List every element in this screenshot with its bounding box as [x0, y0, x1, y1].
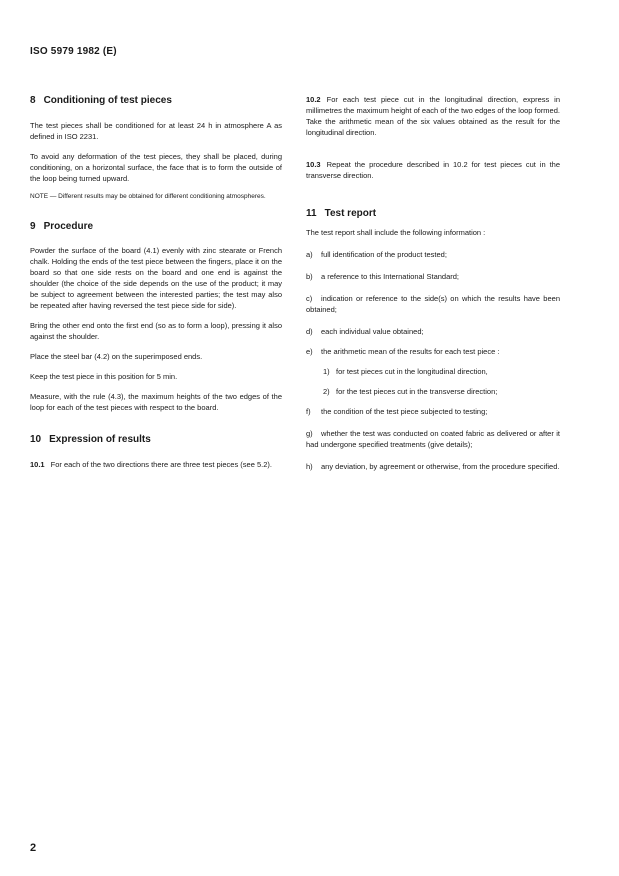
list-item-text: each individual value obtained;: [321, 327, 424, 336]
section-8-paragraph-1: The test pieces shall be conditioned for at least 24 h in atmosphere A as defined in ISO 2231.: [30, 121, 282, 141]
section-9-paragraph-4: Keep the test piece in this position for 5 min.: [30, 372, 178, 381]
sub-list-item-text: for the test pieces cut in the transverse direction;: [336, 387, 498, 396]
list-item: [306, 326, 560, 337]
section-8-paragraph-2: To avoid any deformation of the test pieces, they shall be placed, during conditioning, on a horizontal surface, the face that is to form the outside of the loop being turned upward.: [30, 152, 282, 183]
document-id: ISO 5979 1982 (E): [30, 46, 117, 57]
list-item: [306, 271, 560, 282]
clause-10-2: [306, 94, 560, 138]
list-item-text: any deviation, by agreement or otherwise, from the procedure specified.: [321, 462, 560, 471]
list-item: [306, 461, 560, 472]
right-column: [306, 94, 560, 472]
list-item-text: indication or reference to the side(s) on which the results have been obtained;: [306, 294, 560, 314]
section-10-heading: [30, 433, 282, 446]
list-item-text: full identification of the product tested;: [321, 250, 447, 259]
section-9-paragraph-1: Powder the surface of the board (4.1) evenly with zinc stearate or French chalk. Holding the ends of the test piece between the fingers, place it on the board so that one side rests on the board and one end is against the shoulder (the choice of the side depends on the use of the product; it may be subject to agreement between the interested parties; the test may also be repeated after having reversed the test piece side for side).: [30, 246, 282, 310]
section-9-title: Procedure: [43, 221, 94, 232]
sub-list-marker: 1): [323, 367, 330, 376]
sub-list-item-text: for test pieces cut in the longitudinal direction,: [336, 367, 488, 376]
list-item-text: the arithmetic mean of the results for each test piece :: [321, 347, 500, 356]
clause-10-2-number: 10.2: [306, 95, 321, 104]
list-item-text: a reference to this International Standard;: [321, 272, 460, 281]
clause-10-3-number: 10.3: [306, 160, 321, 169]
section-9-heading: [30, 220, 282, 233]
list-marker: e): [306, 347, 313, 356]
list-item-text: the condition of the test piece subjected to testing;: [321, 407, 488, 416]
section-9-paragraph-5: Measure, with the rule (4.3), the maximum heights of the two edges of the loop for each of the test pieces with respect to the board.: [30, 392, 282, 412]
list-item: [306, 406, 560, 417]
section-11-intro: The test report shall include the following information :: [306, 228, 486, 237]
list-marker: f): [306, 407, 311, 416]
section-10-title: Expression of results: [49, 434, 151, 445]
list-item-text: whether the test was conducted on coated fabric as delivered or after it had undergone specified treatments (give details);: [306, 429, 560, 449]
left-column: [30, 94, 282, 470]
clause-10-1-number: 10.1: [30, 460, 45, 469]
list-item: [306, 346, 560, 357]
section-11-title: Test report: [324, 208, 377, 219]
section-10-number: 10: [30, 434, 42, 445]
section-8-heading: [30, 94, 282, 107]
section-8-title: Conditioning of test pieces: [43, 95, 172, 106]
list-marker: g): [306, 429, 313, 438]
list-item: [306, 249, 560, 260]
list-item: [306, 428, 560, 450]
clause-10-1: [30, 459, 282, 470]
section-9-paragraph-3: Place the steel bar (4.2) on the superimposed ends.: [30, 352, 203, 361]
list-marker: c): [306, 294, 313, 303]
list-marker: d): [306, 327, 313, 336]
clause-10-3: [306, 159, 560, 181]
sub-list-marker: 2): [323, 387, 330, 396]
sub-list-item: [306, 366, 560, 377]
list-marker: h): [306, 462, 313, 471]
clause-10-1-text: For each of the two directions there are three test pieces (see 5.2).: [50, 460, 272, 469]
section-11-number: 11: [306, 208, 317, 219]
list-marker: b): [306, 272, 313, 281]
page-number: 2: [30, 842, 37, 854]
clause-10-3-text: Repeat the procedure described in 10.2 for test pieces cut in the transverse direction.: [306, 160, 560, 180]
section-11-heading: [306, 207, 560, 220]
section-8-number: 8: [30, 95, 36, 106]
sub-list-item: [306, 386, 560, 397]
clause-10-2-text: For each test piece cut in the longitudinal direction, express in millimetres the maximum height of each of the two edges of the loop formed. Take the arithmetic mean of the six values obtained as the result for the longitudinal direction.: [306, 95, 560, 137]
list-item: [306, 293, 560, 315]
test-report-list: [306, 249, 560, 472]
list-marker: a): [306, 250, 313, 259]
section-9-number: 9: [30, 221, 36, 232]
section-8-note: NOTE — Different results may be obtained for different conditioning atmospheres.: [30, 193, 266, 200]
section-9-paragraph-2: Bring the other end onto the first end (so as to form a loop), pressing it also against the shoulder.: [30, 321, 282, 341]
